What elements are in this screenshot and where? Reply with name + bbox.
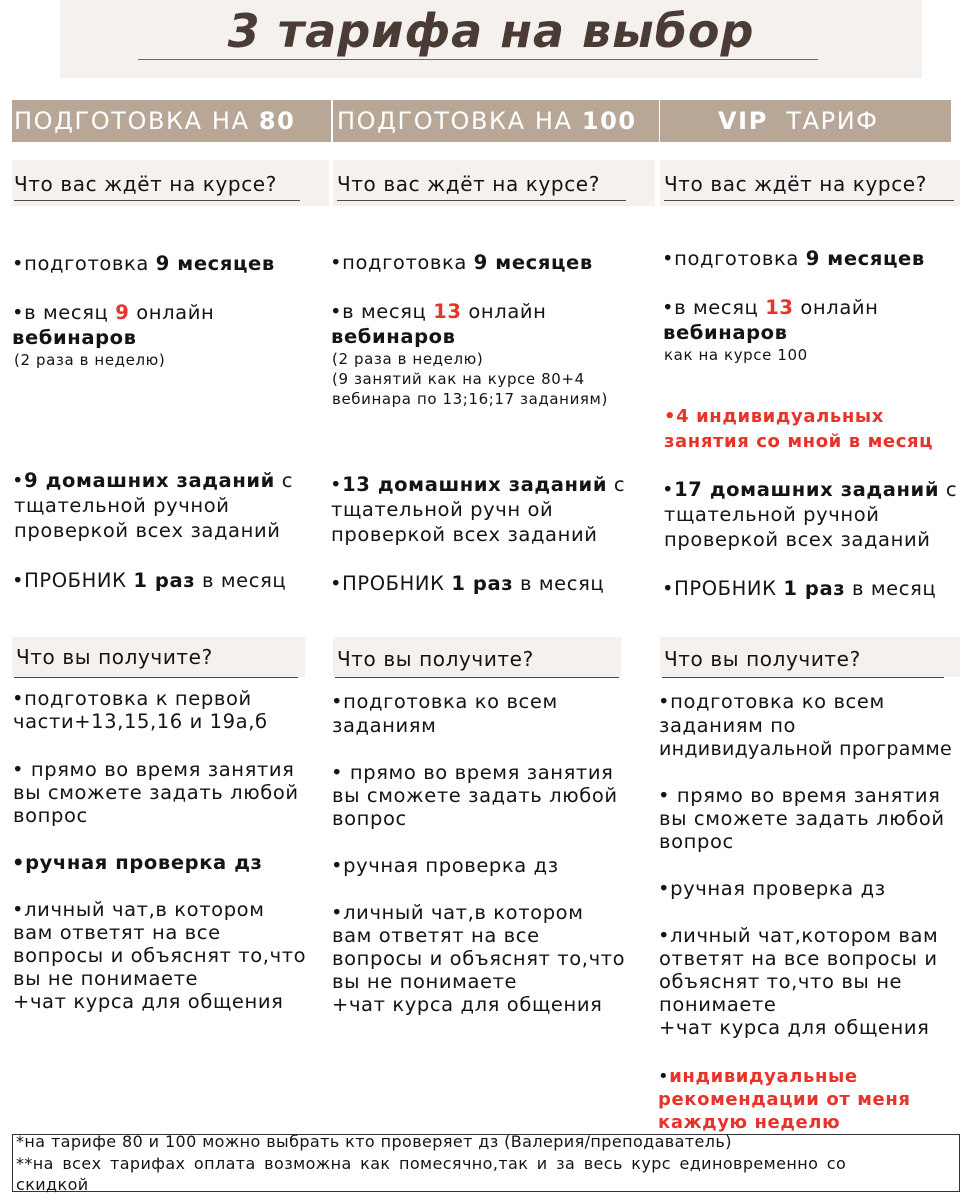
expect-title-vip: Что вас ждёт на курсе?: [664, 172, 927, 196]
homework-80: •9 домашних заданий с: [12, 469, 294, 492]
benefit-questions-100: вы сможете задать любой: [332, 784, 618, 807]
footnote-2: **на всех тарифах оплата возможна как помесячно,так и за весь курс единовременно со: [16, 1154, 847, 1173]
expect-underline-80: [14, 200, 300, 201]
benefit-chat-80: +чат курса для общения: [13, 990, 284, 1013]
benefit-check-100: •ручная проверка дз: [331, 854, 559, 877]
benefit-prep-100: заданиям: [332, 714, 437, 737]
tariff-header-suffix: ТАРИФ: [786, 107, 879, 135]
benefit-questions-80: вы сможете задать любой: [13, 781, 299, 804]
tariff-header-vip: [660, 100, 951, 142]
benefit-chat-80: •личный чат,в котором: [12, 898, 265, 921]
duration-80: •подготовка 9 месяцев: [12, 252, 275, 275]
benefit-chat-100: +чат курса для общения: [332, 993, 603, 1016]
probnik-100: •ПРОБНИК 1 раз в месяц: [330, 572, 605, 595]
tariff-header-number: 100: [581, 107, 637, 135]
benefit-check-80: •ручная проверка дз: [12, 851, 263, 874]
benefit-prep-80: •подготовка к первой: [12, 687, 252, 710]
webinars-vip: •в месяц 13 онлайн: [662, 296, 879, 319]
benefit-questions-80: • прямо во время занятия: [12, 758, 295, 781]
webinars-80: •в месяц 9 онлайн: [12, 301, 215, 324]
footnote-3: скидкой: [16, 1175, 89, 1194]
get-title-vip: Что вы получите?: [664, 647, 861, 671]
homework-line-100: проверкой всех заданий: [331, 523, 598, 546]
benefit-chat-100: •личный чат,в котором: [331, 901, 584, 924]
homework-line-vip: проверкой всех заданий: [664, 528, 931, 551]
homework-line-80: проверкой всех заданий: [14, 519, 281, 542]
benefit-recs-vip: рекомендации от меня: [658, 1089, 911, 1110]
expect-underline-vip: [664, 200, 954, 201]
webinars-label-100: вебинаров: [331, 325, 456, 348]
title-underline: [138, 59, 818, 60]
benefit-questions-vip: • прямо во время занятия: [658, 784, 941, 807]
benefit-chat-100: вы не понимаете: [332, 970, 518, 993]
benefit-prep-80: части+13,15,16 и 19а,б: [13, 710, 268, 733]
get-underline-100: [335, 677, 619, 678]
benefit-chat-vip: +чат курса для общения: [659, 1016, 930, 1039]
benefit-chat-vip: ответят на все вопросы и: [659, 947, 938, 970]
tariff-header-vip-label: VIP: [718, 107, 768, 135]
homework-100: •13 домашних заданий с: [330, 473, 626, 496]
benefit-chat-100: вам ответят на все: [332, 924, 540, 947]
homework-line-100: тщательной ручн ой: [331, 498, 554, 521]
expect-title-100: Что вас ждёт на курсе?: [337, 172, 600, 196]
tariff-header-number: 80: [258, 107, 296, 135]
probnik-vip: •ПРОБНИК 1 раз в месяц: [662, 577, 937, 600]
probnik-80: •ПРОБНИК 1 раз в месяц: [12, 569, 287, 592]
benefit-recs-vip: каждую неделю: [658, 1112, 841, 1133]
benefit-questions-vip: вы сможете задать любой: [659, 807, 945, 830]
page-title: 3 тарифа на выбор: [227, 4, 755, 58]
benefit-questions-100: вопрос: [332, 807, 407, 830]
benefit-check-vip: •ручная проверка дз: [658, 877, 886, 900]
webinars-label-vip: вебинаров: [663, 321, 788, 344]
benefit-chat-100: вопросы и объяснят то,что: [332, 947, 626, 970]
tariff-header-100: [333, 100, 659, 142]
benefit-chat-80: вопросы и объяснят то,что: [13, 944, 307, 967]
webinars-note-80: (2 раза в неделю): [14, 351, 166, 369]
expect-underline-100: [337, 200, 626, 201]
benefit-chat-80: вы не понимаете: [13, 967, 199, 990]
benefit-questions-80: вопрос: [13, 804, 88, 827]
benefit-chat-80: вам ответят на все: [13, 921, 221, 944]
benefit-prep-vip: •подготовка ко всем: [658, 690, 885, 713]
benefit-chat-vip: понимаете: [659, 993, 777, 1016]
get-title-100: Что вы получите?: [337, 647, 534, 671]
benefit-questions-100: • прямо во время занятия: [331, 761, 614, 784]
webinars-note-100: (2 раза в неделю): [332, 350, 484, 368]
webinars-100: •в месяц 13 онлайн: [330, 300, 547, 323]
webinars-note-vip: как на курсе 100: [664, 346, 808, 364]
tariff-header-80: [12, 100, 331, 142]
tariff-header-prefix: ПОДГОТОВКА НА: [14, 107, 259, 135]
expect-title-80: Что вас ждёт на курсе?: [14, 172, 277, 196]
benefit-prep-vip: заданиям по: [659, 714, 797, 737]
webinars-note-100: (9 занятий как на курсе 80+4: [332, 370, 585, 388]
get-underline-80: [14, 677, 298, 678]
benefit-prep-100: •подготовка ко всем: [331, 690, 558, 713]
duration-vip: •подготовка 9 месяцев: [662, 247, 925, 270]
tariff-header-prefix: ПОДГОТОВКА НА: [337, 107, 582, 135]
individual-lessons-vip: •4 индивидуальных: [664, 406, 885, 427]
benefit-chat-vip: •личный чат,котором вам: [658, 924, 939, 947]
webinars-note-100: вебинара по 13;16;17 заданиям): [332, 390, 608, 408]
benefit-chat-vip: объяснят то,что вы не: [659, 970, 903, 993]
get-title-80: Что вы получите?: [16, 645, 213, 669]
benefit-prep-vip: индивидуальной программе: [659, 738, 952, 760]
homework-vip: •17 домашних заданий с: [662, 478, 958, 501]
get-underline-vip: [662, 677, 944, 678]
homework-line-vip: тщательной ручной: [664, 503, 880, 526]
footnote-1: *на тарифе 80 и 100 можно выбрать кто проверяет дз (Валерия/преподаватель): [16, 1132, 732, 1151]
individual-lessons-vip: занятия со мной в месяц: [664, 431, 934, 452]
webinars-label-80: вебинаров: [12, 326, 137, 349]
homework-line-80: тщательной ручной: [14, 494, 230, 517]
benefit-recs-vip: •индивидуальные: [658, 1066, 858, 1087]
benefit-questions-vip: вопрос: [659, 830, 734, 853]
duration-100: •подготовка 9 месяцев: [330, 251, 593, 274]
